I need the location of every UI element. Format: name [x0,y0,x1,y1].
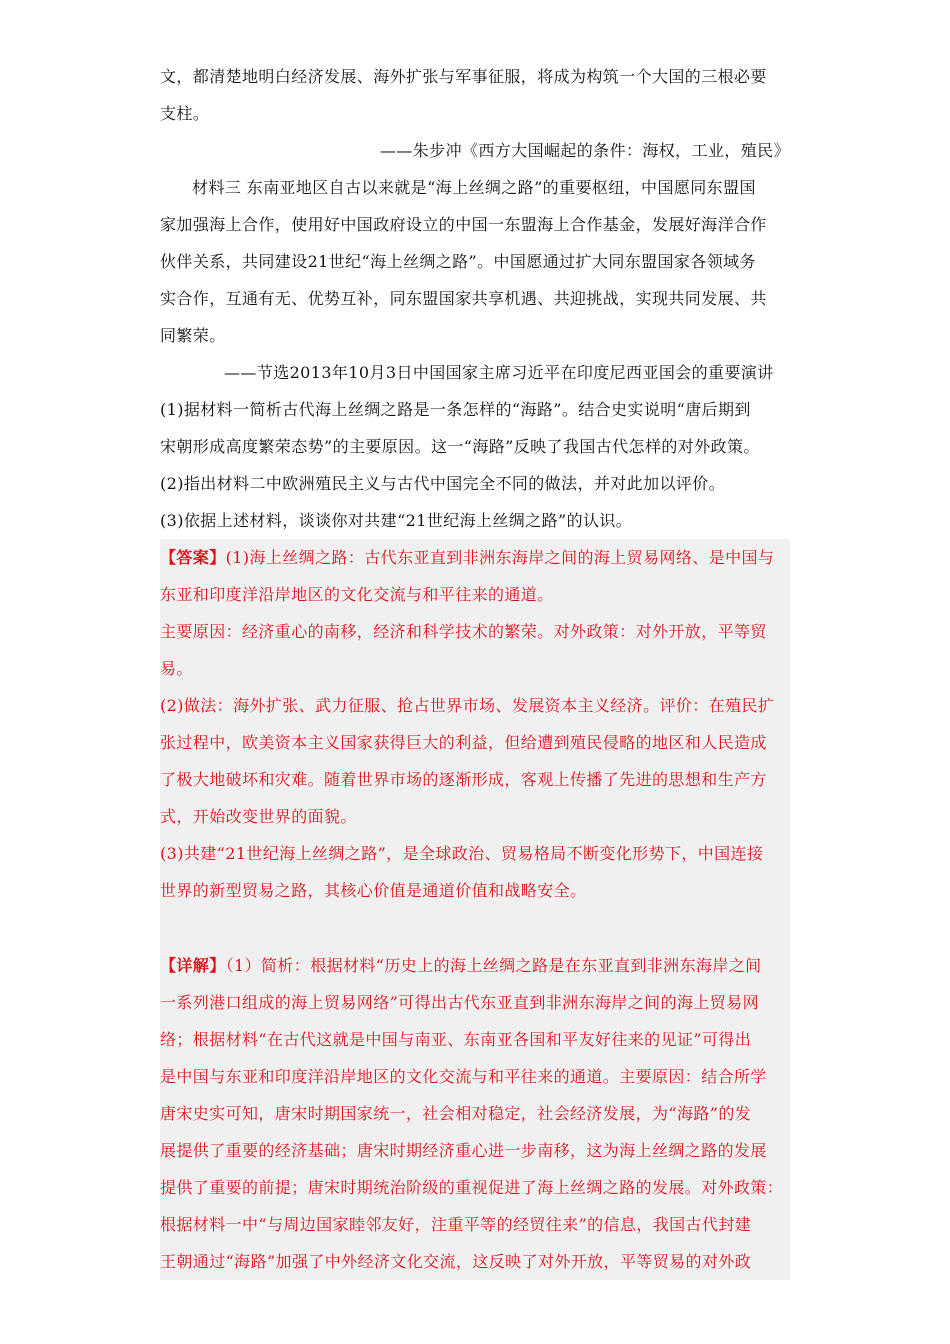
detail-line-3: 络；根据材料“在古代这就是中国与南亚、东南亚各国和平友好往来的见证”可得出 [160,1030,752,1049]
material2-source: ——朱步冲《西方大国崛起的条件：海权，工业，殖民》 [379,141,790,160]
detail-line-2: 一系列港口组成的海上贸易网络”可得出古代东亚直到非洲东海岸之间的海上贸易网 [160,993,759,1012]
detail-line-8: 根据材料一中“与周边国家睦邻友好，注重平等的经贸往来”的信息，我国古代封建 [160,1215,752,1234]
answer-line-7: 了极大地破坏和灾难。随着世界市场的逐渐形成，客观上传播了先进的思想和生产方 [160,770,767,789]
answer-line-10: 世界的新型贸易之路，其核心价值是通道价值和战略安全。 [160,881,587,900]
material3-line-5: 同繁荣。 [160,326,226,345]
question-1-line-1: (1)据材料一简析古代海上丝绸之路是一条怎样的“海路”。结合史实说明“唐后期到 [160,400,751,419]
document-page [160,58,790,1280]
answer-line-1 [160,539,790,576]
answer-line-2: 东亚和印度洋沿岸地区的文化交流与和平往来的通道。 [160,585,554,604]
question-1-line-2: 宋朝形成高度繁荣态势”的主要原因。这一“海路”反映了我国古代怎样的对外政策。 [160,437,760,456]
question-2: (2)指出材料二中欧洲殖民主义与古代中国完全不同的做法，并对此加以评价。 [160,474,726,493]
answer-text-1: (1)海上丝绸之路：古代东亚直到非洲东海岸之间的海上贸易网络、是中国与 [225,548,775,567]
question-3: (3)依据上述材料，谈谈你对共建“21世纪海上丝绸之路”的认识。 [160,511,633,530]
answer-spacer [160,909,790,947]
answer-line-3: 主要原因：经济重心的南移，经济和科学技术的繁荣。对外政策：对外开放，平等贸 [160,622,767,641]
detail-line-4: 是中国与东亚和印度洋沿岸地区的文化交流与和平往来的通道。主要原因：结合所学 [160,1067,767,1086]
detail-line-1 [160,947,790,984]
detail-line-5: 唐宋史实可知，唐宋时期国家统一，社会相对稳定，社会经济发展，为“海路”的发 [160,1104,752,1123]
material3-line-4: 实合作，互通有无、优势互补，同东盟国家共享机遇、共迎挑战，实现共同发展、共 [160,289,767,308]
detail-line-9: 王朝通过“海路”加强了中外经济文化交流，这反映了对外开放，平等贸易的对外政 [160,1252,752,1271]
material3-line-2: 家加强海上合作，使用好中国政府设立的中国一东盟海上合作基金，发展好海洋合作 [160,215,767,234]
answer-line-9: (3)共建“21世纪海上丝绸之路”，是全球政治、贸易格局不断变化形势下，中国连接 [160,844,764,863]
answer-label: 【答案】 [160,548,226,567]
detail-label: 【详解】 [160,956,226,975]
detail-line-6: 展提供了重要的经济基础；唐宋时期经济重心进一步南移，这为海上丝绸之路的发展 [160,1141,767,1160]
answer-section [160,539,790,1280]
answer-line-4: 易。 [160,659,193,678]
detail-text-1: （1）简析：根据材料“历史上的海上丝绸之路是在东亚直到非洲东海岸之间 [225,956,762,975]
material2-line-1: 文，都清楚地明白经济发展、海外扩张与军事征服，将成为构筑一个大国的三根必要 [160,67,767,86]
answer-line-8: 式，开始改变世界的面貌。 [160,807,357,826]
answer-line-6: 张过程中，欧美资本主义国家获得巨大的利益，但给遭到殖民侵略的地区和人民造成 [160,733,767,752]
detail-line-7: 提供了重要的前提；唐宋时期统治阶级的重视促进了海上丝绸之路的发展。对外政策： [160,1178,784,1197]
answer-line-5: (2)做法：海外扩张、武力征服、抢占世界市场、发展资本主义经济。评价：在殖民扩 [160,696,775,715]
material2-line-2: 支柱。 [160,104,210,123]
material3-line-1: 材料三 东南亚地区自古以来就是“海上丝绸之路”的重要枢纽，中国愿同东盟国 [192,178,756,197]
material3-source: ——节选2013年10月3日中国国家主席习近平在印度尼西亚国会的重要演讲 [224,363,774,382]
material3-line-3: 伙伴关系，共同建设21世纪“海上丝绸之路”。中国愿通过扩大同东盟国家各领域务 [160,252,756,271]
